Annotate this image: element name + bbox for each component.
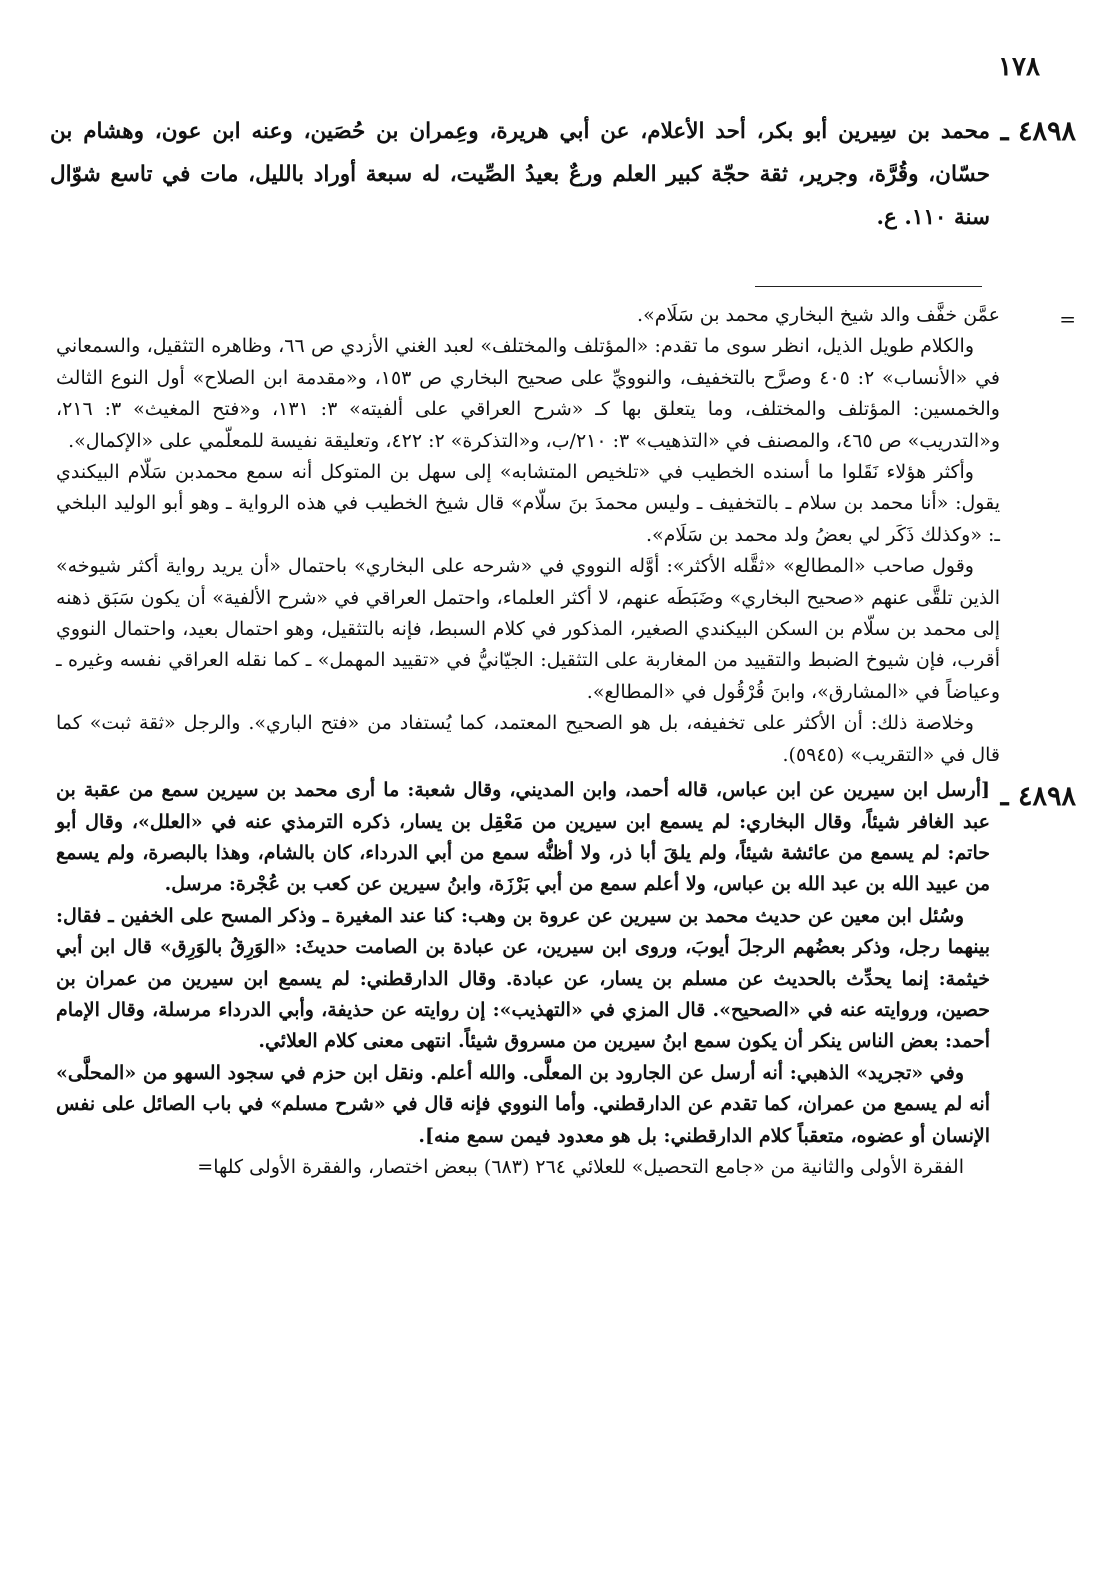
footnote-body [56, 300, 1000, 771]
addendum-body [56, 775, 990, 1183]
entry-number: ٤٨٩٨ ـ [1000, 116, 1076, 147]
footnotes-section [36, 300, 1076, 1183]
footnote-paragraph: وأكثر هؤلاء نَقَلوا ما أسنده الخطيب في «تلخيص المتشابه» إلى سهل بن المتوكل أنه سمع محمدبن سَلّام البيكندي يقول: «أنا محمد بن سلام ـ بالتخفيف ـ وليس محمدَ بنَ سلّام» قال شيخ الخطيب في هذه الرواية ـ وهو أبو الوليد البلخي ـ: «وكذلك ذَكَر لي بعضُ ولد محمد بن سَلَام». [56, 461, 1000, 546]
page-number: ١٧٨ [998, 52, 1040, 82]
addendum-entry [56, 775, 1076, 1183]
footnote-paragraph: والكلام طويل الذيل، انظر سوى ما تقدم: «المؤتلف والمختلف» لعبد الغني الأزدي ص ٦٦، وظاهره التثقيل، والسمعاني في «الأنساب» ٢: ٤٠٥ وصرَّح بالتخفيف، والنوويِّ على صحيح البخاري ص ١٥٣، و«مقدمة ابن الصلاح» أول النوع الثالث والخمسين: المؤتلف والمختلف، وما يتعلق بها كـ «شرح العراقي على ألفيته» ٣: ١٣١، و«فتح المغيث» ٣: ٢١٦، و«التدريب» ص ٤٦٥، والمصنف في «التذهيب» ٣: ٢١٠/ب، و«التذكرة» ٢: ٤٢٢، وتعليقة نفيسة للمعلّمي على «الإكمال». [56, 335, 1000, 452]
addendum-paragraph: وسُئل ابن معين عن حديث محمد بن سيرين عن عروة بن وهب: كنا عند المغيرة ـ وذكر المسح على الخفين ـ فقال: بينهما رجل، وذكر بعضُهم الرجلَ أيوبَ، وروى ابن سيرين، عن عبادة بن الصامت حديثَ: «الوَرِقُ بالوَرِق» قال ابن أبي خيثمة: إنما يحدِّث بالحديث عن مسلم بن يسار، عن عبادة. وقال الدارقطني: لم يسمع ابن سيرين من عمران بن حصين، وروايته عنه في «الصحيح». قال المزي في «التهذيب»: إن روايته عن حذيفة، وأبي الدرداء مرسلة، وقال الإمام أحمد: بعض الناس ينكر أن يكون سمع ابنُ سيرين من مسروق شيئاً. انتهى معنى كلام العلائي. [56, 904, 991, 1053]
footnote-paragraph: وقول صاحب «المطالع» «ثقَّله الأكثر»: أوَّله النووي في «شرحه على البخاري» باحتمال «أن يريد رواية أكثر شيوخه» الذين تلقَّى عنهم «صحيح البخاري» وضَبَطَه عنهم، لا أكثر العلماء، واحتمل العراقي في «شرح الألفية» أن يكون سَبَق ذهنه إلى محمد بن سلّام بن السكن البيكندي الصغير، المذكور في كلام السبط، فإنه بالتثقيل، وهو احتمال بعيد، واحتمال النووي أقرب، فإن شيوخ الضبط والتقييد من المغاربة على التثقيل: الجيّانيُّ في «تقييد المهمل» ـ كما نقله العراقي نفسه وغيره ـ وعياضاً في «المشارق»، وابنَ قُرْقُول في «المطالع». [56, 555, 1000, 703]
entry-text: محمد بن سِيرين أبو بكر، أحد الأعلام، عن أبي هريرة، وعِمران بن حُصَين، وعنه ابن عون، وهشام بن حسّان، وقُرَّة، وجرير، ثقة حجّة كبير العلم ورعٌ بعيدُ الصِّيت، له سبعة أوراد بالليل، مات في تاسع شوّال سنة ١١٠. ع. [50, 119, 990, 230]
addendum-paragraph: وفي «تجريد» الذهبي: أنه أرسل عن الجارود بن المعلَّى. والله أعلم. ونقل ابن حزم في سجود السهو من «المحلَّى» أنه لم يسمع من عمران، كما تقدم عن الدارقطني. وأما النووي فإنه قال في «شرح مسلم» في باب الصائل على نفس الإنسان أو عضوه، متعقباً كلام الدارقطني: بل هو معدود فيمن سمع منه]. [56, 1061, 990, 1147]
footnote-paragraph: عمَّن خفَّف والد شيخ البخاري محمد بن سَلَام». [637, 304, 1000, 326]
addendum-paragraph: [أرسل ابن سيرين عن ابن عباس، قاله أحمد، وابن المديني، وقال شعبة: ما أرى محمد بن سيرين سمع من عقبة بن عبد الغافر شيئاً، وقال البخاري: لم يسمع ابن سيرين من مَعْقِل بن يسار، ذكره الترمذي عنه في «العلل»، وقال أبو حاتم: لم يسمع من عائشة شيئاً، ولم يلقَ أبا ذر، ولا أظنُّه سمع من أبي الدرداء، كان بالشام، وهذا بالبصرة، ولم يسمع من عبيد الله بن عبد الله بن عباس، ولا أعلم سمع من أبي بَرْزَة، وابنُ سيرين عن كعب بن عُجْرة: مرسل. [56, 779, 990, 896]
addendum-last-line: الفقرة الأولى والثانية من «جامع التحصيل» للعلائي ٢٦٤ (٦٨٣) ببعض اختصار، والفقرة الأولى كلها= [197, 1155, 964, 1178]
footnote-divider [755, 286, 982, 287]
footnote-continuation-mark: = [1059, 307, 1076, 331]
footnote-paragraph: وخلاصة ذلك: أن الأكثر على تخفيفه، بل هو الصحيح المعتمد، كما يُستفاد من «فتح الباري». والرجل «ثقة ثبت» كما قال في «التقريب» (٥٩٤٥). [56, 712, 1000, 766]
addendum-number: ٤٨٩٨ ـ [1000, 781, 1076, 813]
main-entry [36, 110, 1076, 239]
